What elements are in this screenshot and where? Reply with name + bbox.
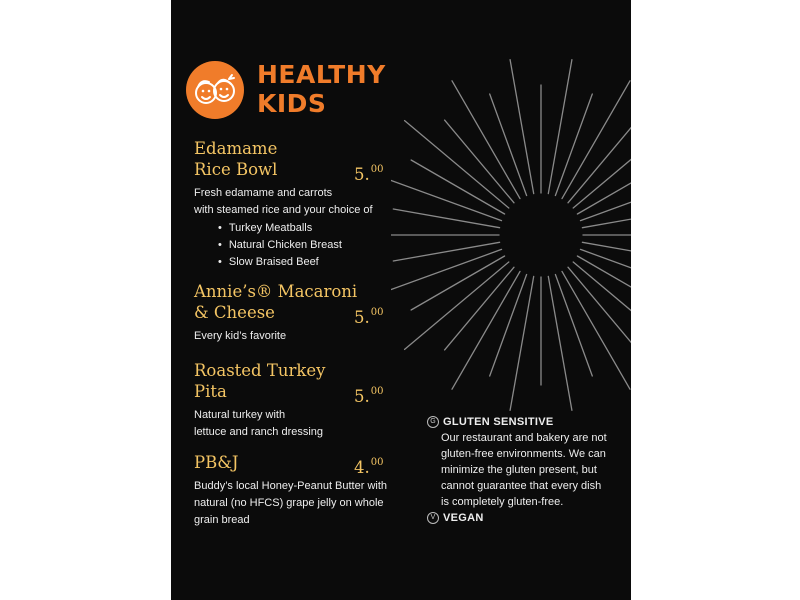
price-dollars: 4.	[354, 458, 370, 477]
vegan-icon: V	[427, 512, 439, 524]
sunburst-decoration	[391, 50, 631, 440]
gluten-sensitive-legend	[427, 414, 627, 510]
option-item: • Slow Braised Beef	[218, 254, 424, 271]
sunburst-ray	[452, 81, 520, 199]
item-name-line: Pita	[194, 382, 227, 401]
item-price	[354, 302, 383, 328]
price-cents: 00	[370, 164, 384, 175]
item-price	[354, 159, 383, 185]
sunburst-ray	[562, 81, 630, 199]
item-price	[354, 381, 383, 407]
gluten-sensitive-icon: G	[427, 416, 439, 428]
menu-title-line: HEALTHY	[257, 60, 386, 89]
legend-text-line: is completely gluten-free.	[441, 496, 564, 508]
legend-label: VEGAN	[443, 512, 484, 524]
menu-title-line: KIDS	[257, 89, 327, 118]
sunburst-ray	[548, 276, 572, 410]
item-description	[194, 407, 424, 441]
item-name-line: Annie’s® Macaroni	[194, 282, 358, 301]
legend-text	[427, 430, 627, 510]
item-price	[354, 452, 383, 478]
description-line: natural (no HFCS) grape jelly on whole	[194, 497, 384, 509]
sunburst-ray	[452, 271, 520, 389]
sunburst-ray	[411, 160, 505, 214]
price-dollars: 5.	[354, 165, 370, 184]
legend-text-line: Our restaurant and bakery are not	[441, 432, 607, 444]
sunburst-ray	[510, 60, 534, 194]
description-line: Buddy’s local Honey-Peanut Butter with	[194, 480, 388, 492]
sunburst-ray	[577, 160, 631, 214]
sunburst-ray	[577, 256, 631, 310]
item-options-list	[194, 220, 424, 271]
legend-text-line: minimize the gluten present, but	[441, 464, 597, 476]
item-name-line: & Cheese	[194, 303, 275, 322]
price-cents: 00	[370, 307, 384, 318]
two-kids-faces-icon	[185, 60, 245, 120]
sunburst-ray	[562, 271, 630, 389]
legend-heading	[427, 414, 627, 430]
sunburst-ray	[510, 276, 534, 410]
item-name	[194, 281, 424, 323]
legend-heading	[427, 510, 627, 526]
item-name-line: Rice Bowl	[194, 160, 278, 179]
option-item: • Turkey Meatballs	[218, 220, 424, 237]
item-name	[194, 452, 424, 473]
option-item: • Natural Chicken Breast	[218, 237, 424, 254]
item-name	[194, 138, 424, 180]
menu-item-pbj	[194, 452, 424, 529]
vegan-legend	[427, 510, 627, 526]
description-line: Every kid’s favorite	[194, 330, 287, 342]
menu-item-edamame-rice-bowl	[194, 138, 424, 271]
price-cents: 00	[370, 386, 384, 397]
menu-item-roasted-turkey-pita	[194, 360, 424, 441]
price-dollars: 5.	[354, 387, 370, 406]
item-description	[194, 185, 424, 219]
menu-item-annies-macaroni	[194, 281, 424, 345]
description-line: Fresh edamame and carrots	[194, 187, 333, 199]
sunburst-ray	[548, 60, 572, 194]
item-name-line: Edamame	[194, 139, 278, 158]
description-line: Natural turkey with	[194, 409, 286, 421]
legend-text-line: cannot guarantee that every dish	[441, 480, 602, 492]
price-dollars: 5.	[354, 308, 370, 327]
item-description	[194, 328, 424, 345]
sunburst-ray	[582, 242, 631, 261]
item-description	[194, 478, 424, 529]
item-name-line: PB&J	[194, 453, 239, 472]
sunburst-ray	[411, 256, 505, 310]
menu-title	[257, 60, 386, 118]
item-name	[194, 360, 424, 402]
sunburst-ray	[582, 209, 631, 228]
description-line: grain bread	[194, 514, 250, 526]
description-line: with steamed rice and your choice of	[194, 204, 373, 216]
description-line: lettuce and ranch dressing	[194, 426, 324, 438]
legend-label: GLUTEN SENSITIVE	[443, 416, 554, 428]
price-cents: 00	[370, 457, 384, 468]
item-name-line: Roasted Turkey	[194, 361, 326, 380]
legend-text-line: gluten-free environments. We can	[441, 448, 606, 460]
menu-panel	[171, 0, 631, 600]
